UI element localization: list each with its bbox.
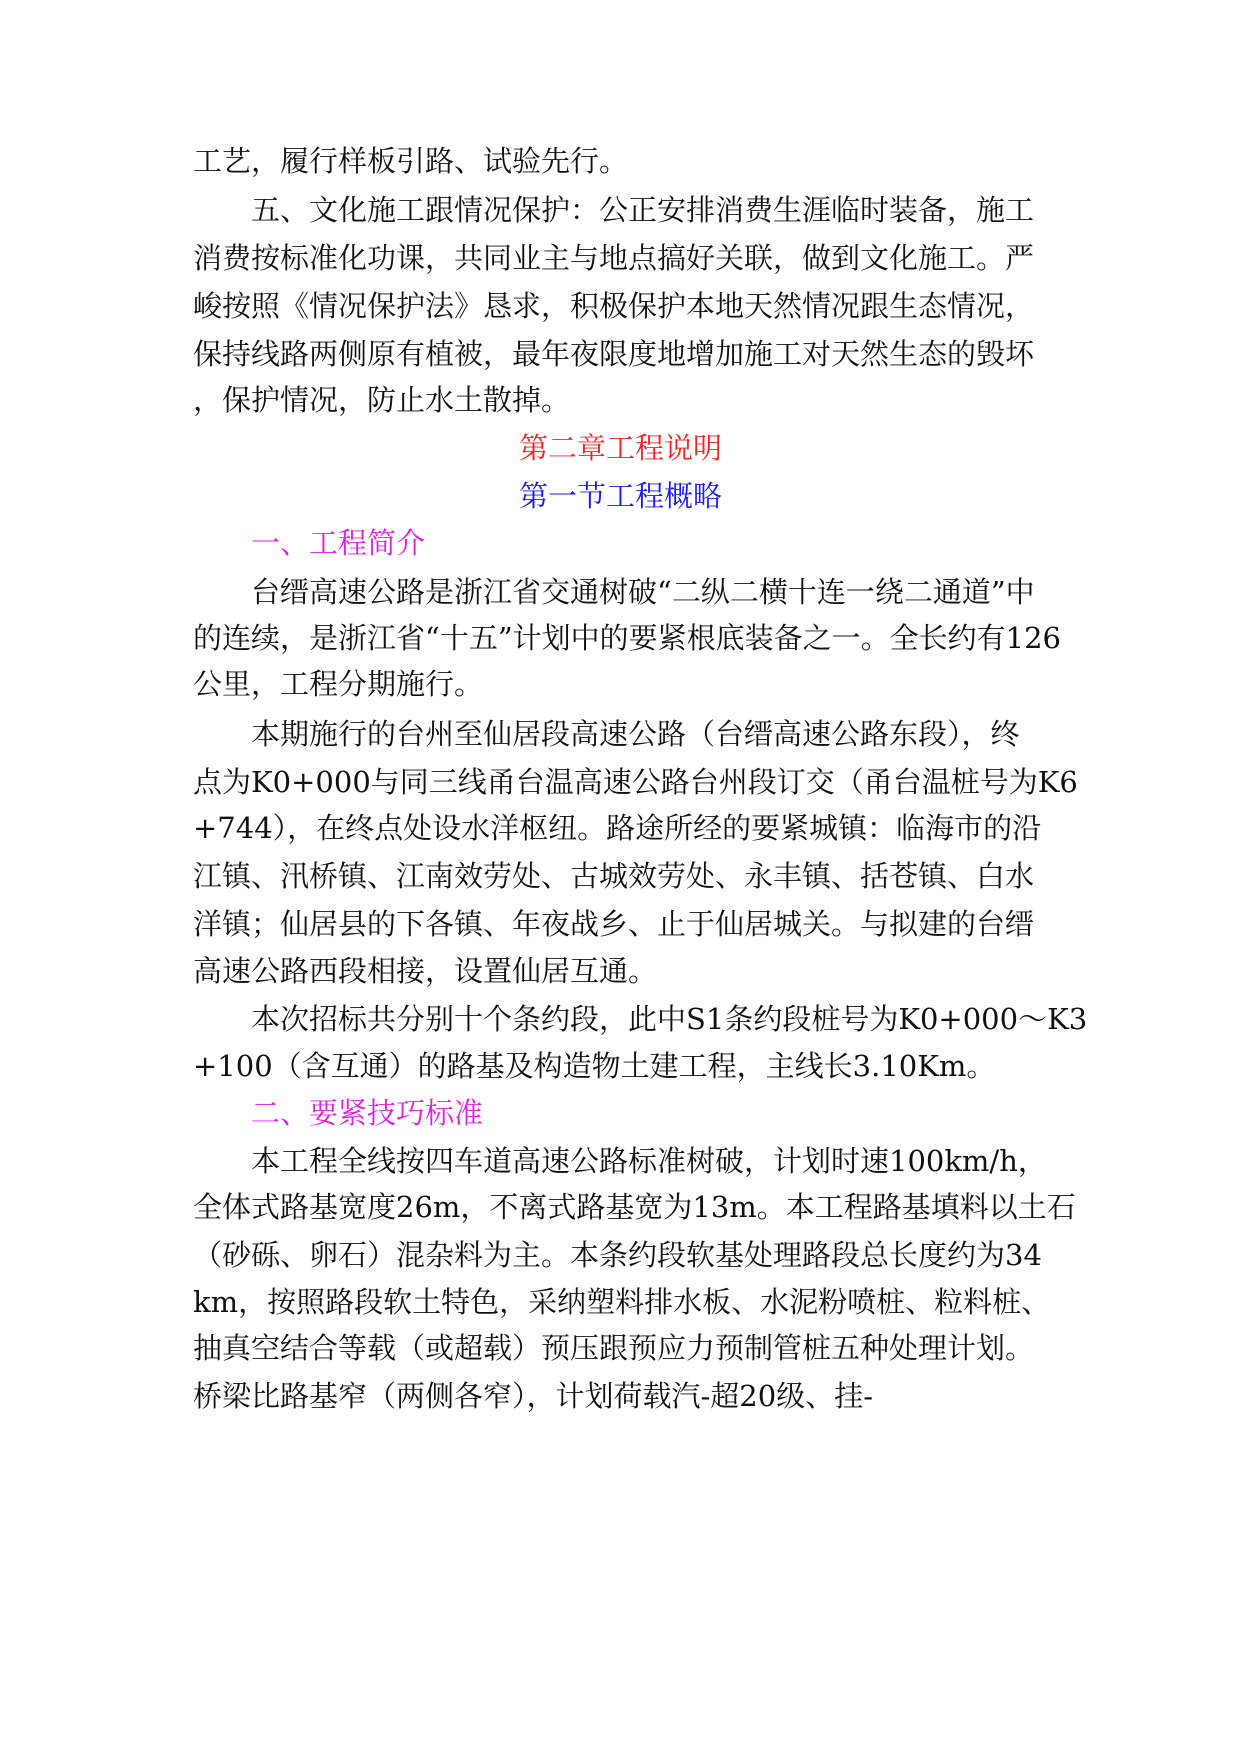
body-line: 点为K0+000与同三线甬台温高速公路台州段订交（甬台温桩号为K6 [193,765,1078,799]
body-line: 保持线路两侧原有植被，最年夜限度地增加施工对天然生态的毁坏 [193,337,1035,371]
paragraph-line: 本工程全线按四车道高速公路标准树破，计划时速100km/h， [251,1144,1047,1178]
body-line: 抽真空结合等载（或超载）预压跟预应力预制管桩五种处理计划。 [193,1331,1035,1365]
body-line: 工艺，履行样板引路、试验先行。 [193,144,629,178]
body-line: 峻按照《情况保护法》恳求，积极保护本地天然情况跟生态情况， [193,289,1035,323]
chapter-heading: 第二章工程说明 [518,431,722,465]
paragraph-line: 本次招标共分别十个条约段，此中S1条约段桩号为K0+000～K3 [251,1002,1088,1036]
body-line: 消费按标准化功课，共同业主与地点搞好关联，做到文化施工。严 [193,241,1035,275]
body-line: 公里，工程分期施行。 [193,667,484,701]
body-line: 桥梁比路基窄（两侧各窄），计划荷载汽-超20级、挂- [193,1379,874,1413]
section-heading: 第一节工程概略 [518,479,722,513]
paragraph-line: 本期施行的台州至仙居段高速公路（台缙高速公路东段），终 [251,717,1020,751]
body-line: 江镇、汛桥镇、江南效劳处、古城效劳处、永丰镇、括苍镇、白水 [193,859,1035,893]
body-line: 全体式路基宽度26m，不离式路基宽为13m。本工程路基填料以土石 [193,1190,1076,1224]
body-line: +744），在终点处设水洋枢纽。路途所经的要紧城镇：临海市的沿 [193,811,1042,845]
body-line: 高速公路西段相接，设置仙居互通。 [193,954,658,988]
body-line: ，保护情况，防止水土散掉。 [193,383,571,417]
paragraph-line: 五、文化施工跟情况保护：公正安排消费生涯临时装备，施工 [251,193,1035,227]
subsection-heading: 二、要紧技巧标准 [251,1096,484,1130]
paragraph-line: 台缙高速公路是浙江省交通树破“二纵二横十连一绕二通道”中 [251,575,1035,609]
body-line: km，按照路段软土特色，采纳塑料排水板、水泥粉喷桩、粒料桩、 [193,1285,1051,1319]
body-line: （砂砾、卵石）混杂料为主。本条约段软基处理路段总长度约为34 [193,1238,1042,1272]
subsection-heading: 一、工程简介 [251,526,426,560]
body-line: +100（含互通）的路基及构造物土建工程，主线长3.10Km。 [193,1049,996,1083]
body-line: 洋镇；仙居县的下各镇、年夜战乡、止于仙居城关。与拟建的台缙 [193,907,1035,941]
body-line: 的连续，是浙江省“十五”计划中的要紧根底装备之一。全长约有126 [193,621,1062,655]
